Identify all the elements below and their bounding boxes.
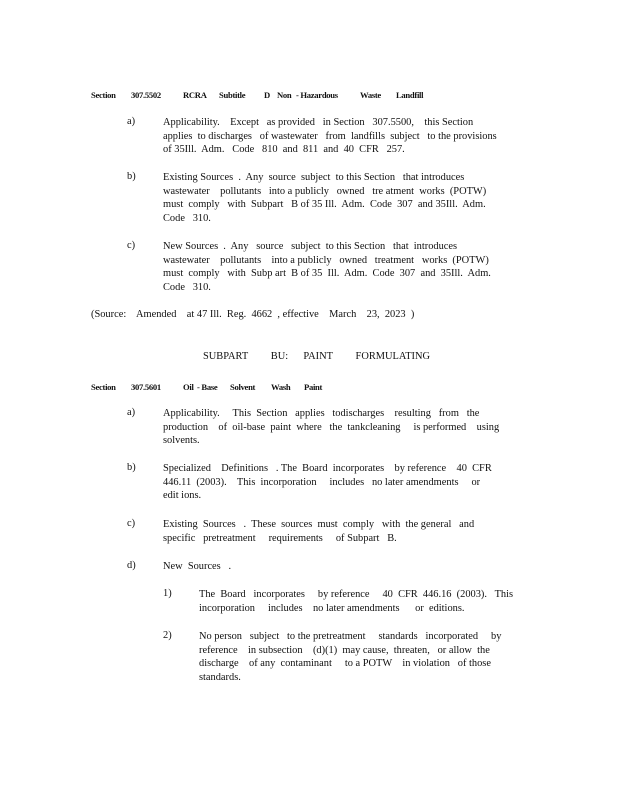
- text-line: standards.: [199, 671, 241, 683]
- text-line: No person subject to the pretreatment standards incorporated by: [199, 631, 502, 642]
- section-label: Section: [91, 382, 116, 392]
- text-line: Applicability. This Section applies todischarges resulting from the: [163, 408, 480, 419]
- subparagraph-prohibition: [199, 630, 501, 684]
- text-line: discharge of any contaminant to a POTW in violation of those: [199, 658, 491, 670]
- section-title-word: RCRA: [183, 90, 207, 100]
- subitem-marker: 1): [163, 588, 172, 599]
- paragraph-applicability: [163, 407, 499, 448]
- text-line: Code 310.: [163, 281, 211, 293]
- text-line: 446.11 (2003). This incorporation includes no later amendments or: [163, 476, 481, 488]
- section-title-word: Waste: [360, 90, 381, 100]
- section-number: 307.5601: [131, 382, 161, 392]
- section-title-word: - Base: [197, 382, 218, 392]
- text-line: reference in subsection (d)(1) may cause, threaten, or allow the: [199, 644, 490, 656]
- paragraph-specialized-definitions: [163, 462, 492, 503]
- section-title-word: Paint: [304, 382, 323, 392]
- section-number: 307.5502: [131, 90, 161, 100]
- item-marker: d): [127, 560, 136, 571]
- section-title-word: Subtitle: [219, 90, 246, 100]
- section-title-word: - Hazardous: [296, 90, 338, 100]
- paragraph-existing-sources: [163, 518, 474, 545]
- text-line: Code 310.: [163, 212, 211, 224]
- paragraph-existing-sources: [163, 171, 486, 225]
- section-title-word: Non: [277, 90, 292, 100]
- text-line: production of oil-base paint where the tankcleaning is performed using: [163, 421, 500, 433]
- text-line: Existing Sources . These sources must comply with the general and: [163, 519, 475, 530]
- section-title-word: Landfill: [396, 90, 424, 100]
- item-marker: a): [127, 116, 136, 127]
- subparagraph-incorporation: [199, 588, 513, 615]
- text-line: Applicability. Except as provided in Section 307.5500, this Section: [163, 117, 474, 128]
- text-line: specific pretreatment requirements of Subpart B.: [163, 532, 397, 544]
- item-marker: b): [127, 171, 136, 182]
- section-heading: [91, 90, 431, 102]
- section-title-word: Wash: [271, 382, 291, 392]
- text-line: applies to discharges of wastewater from landfills subject to the provisions: [163, 130, 497, 142]
- text-line: edit ions.: [163, 490, 202, 502]
- text-line: wastewater pollutants into a publicly owned tre atment works (POTW): [163, 185, 487, 197]
- text-line: wastewater pollutants into a publicly owned treatment works (POTW): [163, 254, 489, 266]
- subitem-marker: 2): [163, 630, 172, 641]
- section-heading: [91, 382, 351, 394]
- text-line: must comply with Subp art B of 35 Ill. Adm. Code 307 and 35Ill. Adm.: [163, 268, 491, 280]
- paragraph-new-sources: [163, 560, 231, 574]
- text-line: New Sources . Any source subject to this Section that introduces: [163, 241, 458, 252]
- subpart-title: SUBPART BU: PAINT FORMULATING: [203, 351, 431, 362]
- text-line: must comply with Subpart B of 35 Ill. Adm. Code 307 and 35Ill. Adm.: [163, 199, 486, 211]
- text-line: New Sources .: [163, 561, 232, 572]
- text-line: solvents.: [163, 435, 200, 447]
- paragraph-new-sources: [163, 240, 491, 294]
- text-line: of 35Ill. Adm. Code 810 and 811 and 40 CFR 257.: [163, 144, 405, 156]
- text-line: Specialized Definitions . The Board incorporates by reference 40 CFR: [163, 463, 492, 474]
- item-marker: a): [127, 407, 136, 418]
- paragraph-applicability: [163, 116, 497, 157]
- item-marker: c): [127, 240, 136, 251]
- section-label: Section: [91, 90, 116, 100]
- source-note: (Source: Amended at 47 Ill. Reg. 4662 , effective March 23, 2023 ): [91, 309, 415, 320]
- section-title-word: D: [264, 90, 270, 100]
- text-line: The Board incorporates by reference 40 CFR 446.16 (2003). This: [199, 589, 514, 600]
- item-marker: c): [127, 518, 136, 529]
- section-title-word: Oil: [183, 382, 194, 392]
- text-line: Existing Sources . Any source subject to this Section that introduces: [163, 172, 465, 183]
- section-title-word: Solvent: [230, 382, 256, 392]
- item-marker: b): [127, 462, 136, 473]
- text-line: incorporation includes no later amendments or editions.: [199, 602, 465, 614]
